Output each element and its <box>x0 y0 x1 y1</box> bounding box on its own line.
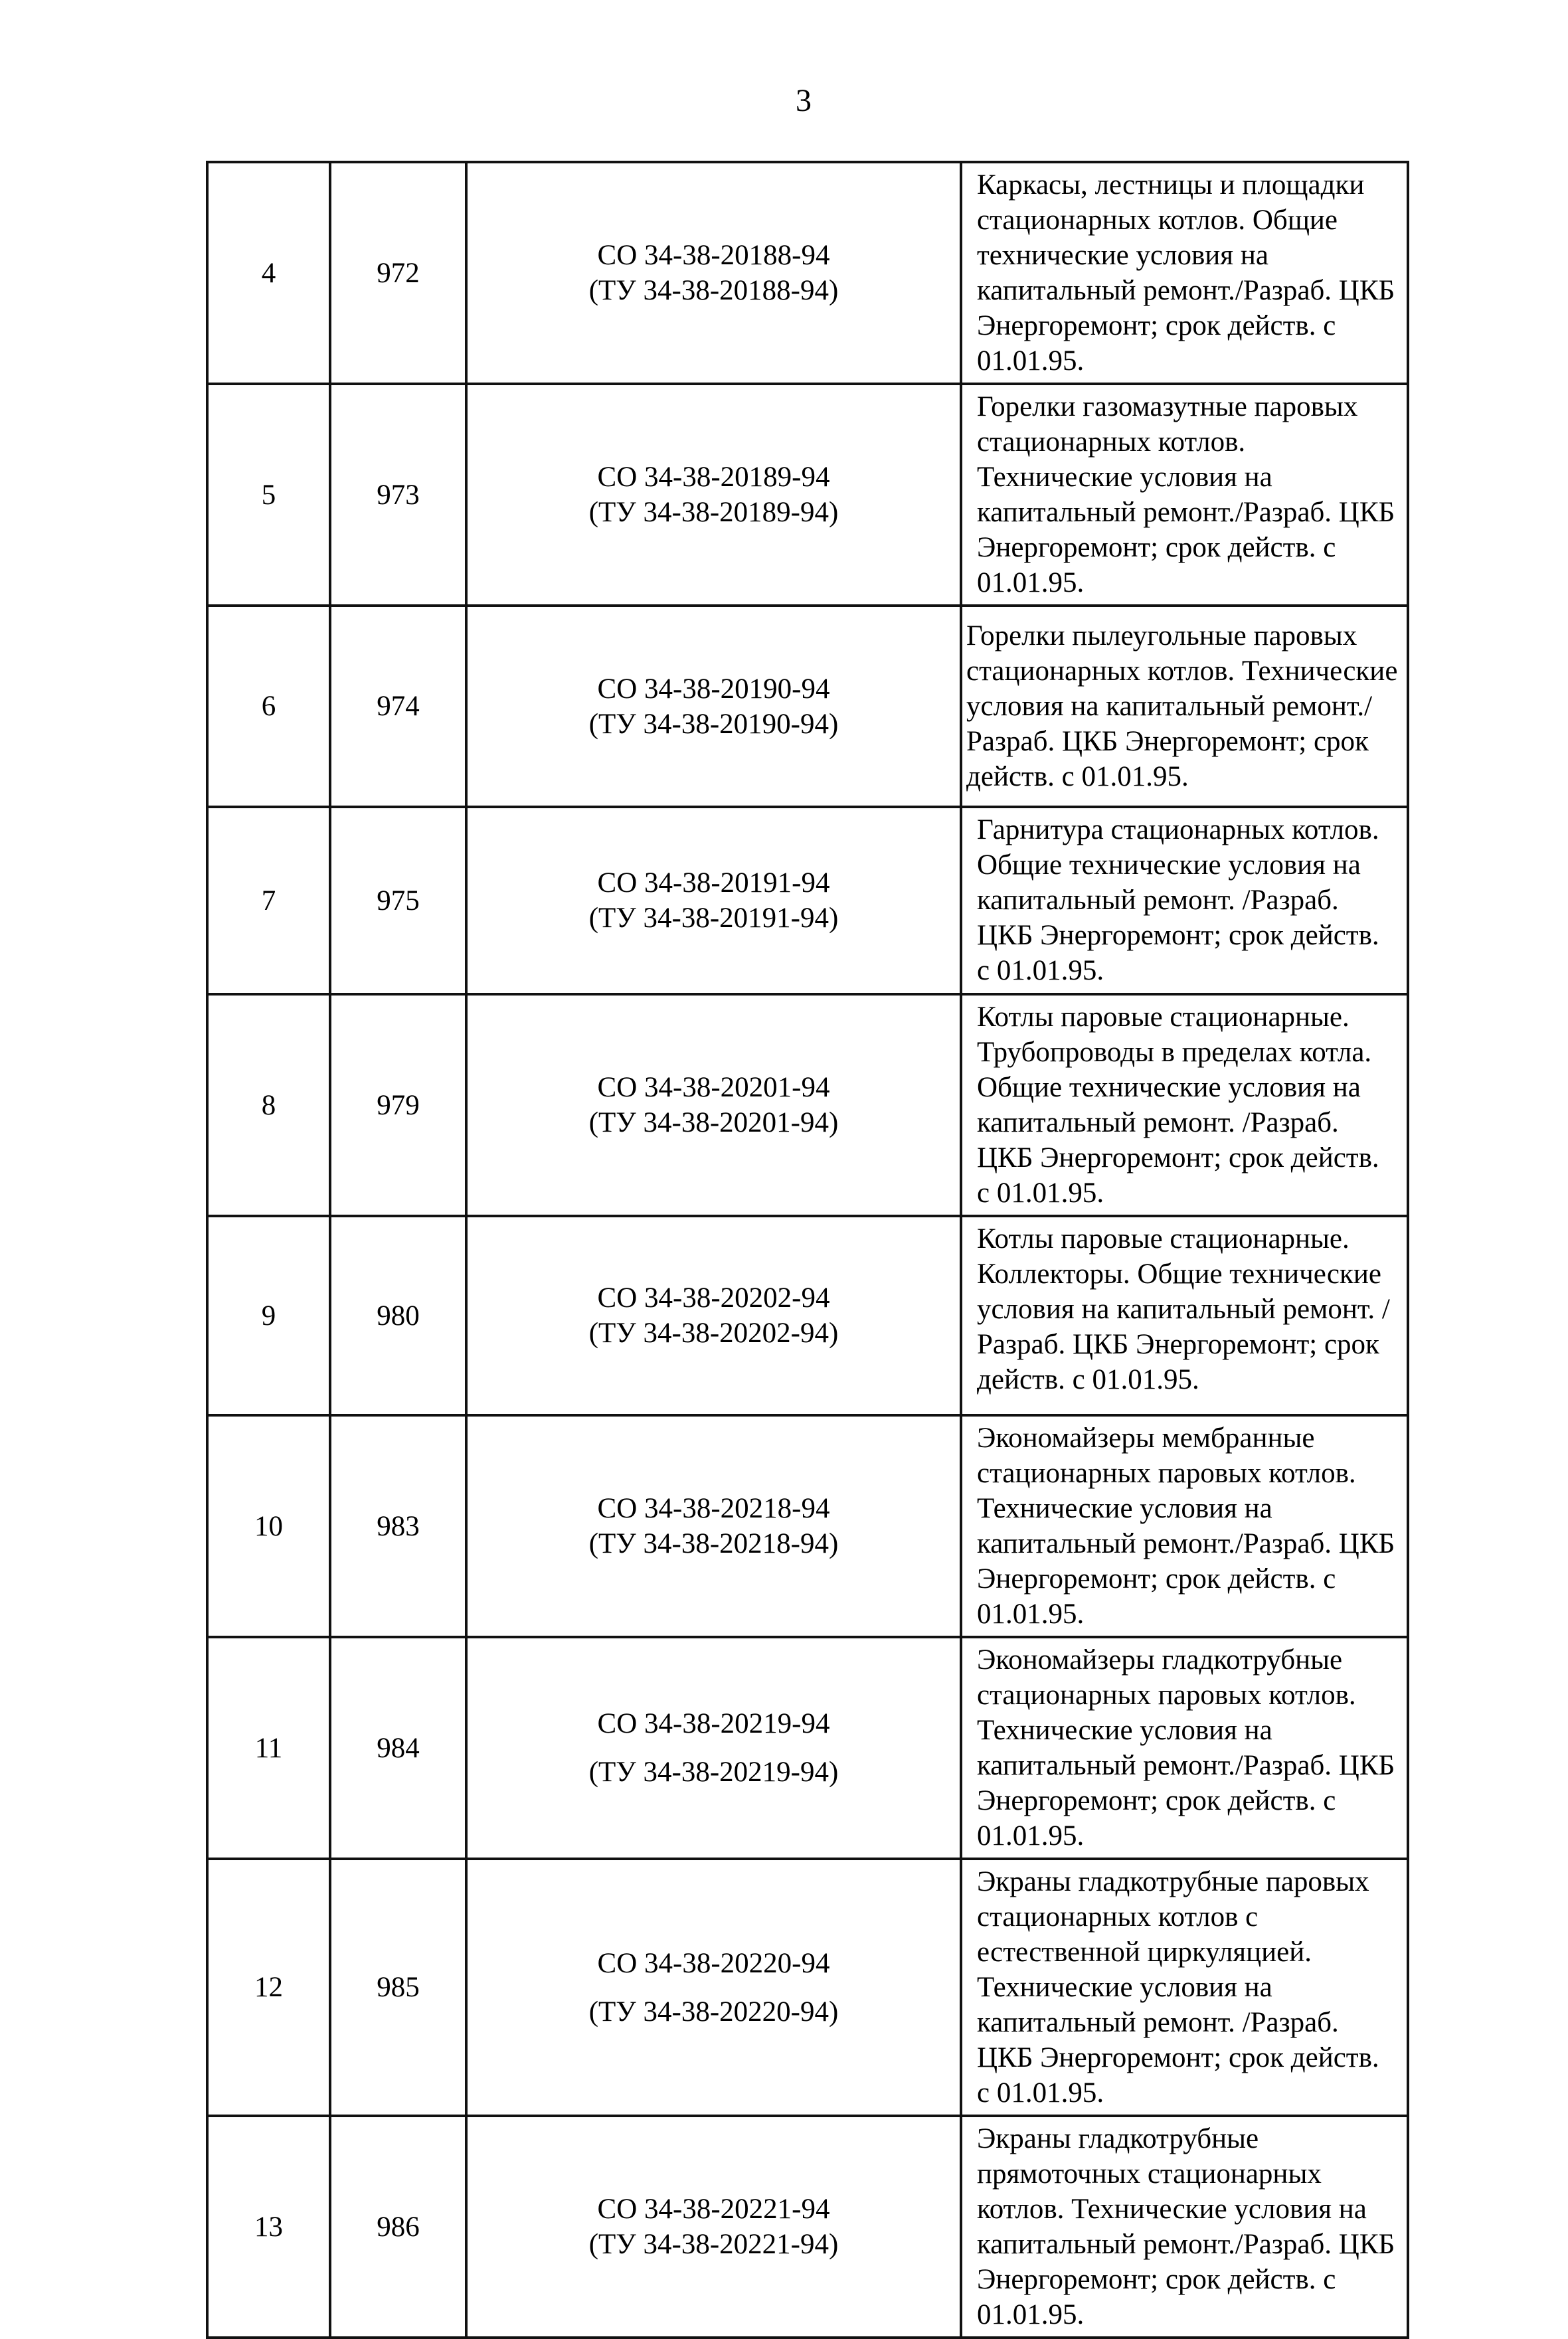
document-description: Горелки пылеугольные паровых стационарных котлов. Технические условия на капитальный ремонт./Разраб. ЦКБ Энергоремонт; срок действ. с 01.01.95. <box>961 606 1408 807</box>
document-description: Горелки газомазутные паровых стационарных котлов. Технические условия на капитальный ремонт./Разраб. ЦКБ Энергоремонт; срок действ. с 01.01.95. <box>961 384 1408 606</box>
row-number: 5 <box>207 384 330 606</box>
document-description: Экономайзеры мембранные стационарных паровых котлов. Технические условия на капитальный ремонт./Разраб. ЦКБ Энергоремонт; срок действ. с 01.01.95. <box>961 1415 1408 1637</box>
registry-index: 986 <box>330 2116 466 2338</box>
table-row <box>207 384 1408 606</box>
document-code-cell <box>466 1415 961 1637</box>
document-code: СО 34-38-20190-94 <box>597 673 830 705</box>
document-code: СО 34-38-20221-94 <box>597 2194 830 2225</box>
registry-index: 979 <box>330 994 466 1216</box>
document-code-cell <box>466 384 961 606</box>
tu-code: (ТУ 34-38-20202-94) <box>588 1318 839 1349</box>
tu-code: (ТУ 34-38-20220-94) <box>588 1996 839 2028</box>
document-description: Гарнитура стационарных котлов. Общие технические условия на капитальный ремонт. /Разраб. ЦКБ Энергоремонт; срок действ. с 01.01.95. <box>961 807 1408 994</box>
document-code: СО 34-38-20219-94 <box>597 1708 830 1739</box>
table-row <box>207 2116 1408 2338</box>
row-number: 7 <box>207 807 330 994</box>
document-description: Каркасы, лестницы и площадки стационарных котлов. Общие технические условия на капитальный ремонт./Разраб. ЦКБ Энергоремонт; срок действ. с 01.01.95. <box>961 162 1408 384</box>
document-code: СО 34-38-20202-94 <box>597 1282 830 1314</box>
document-code-cell <box>466 1859 961 2116</box>
document-code-cell <box>466 606 961 807</box>
table-row <box>207 1216 1408 1415</box>
table-row <box>207 1415 1408 1637</box>
table-row <box>207 994 1408 1216</box>
document-code-cell <box>466 2116 961 2338</box>
tu-code: (ТУ 34-38-20190-94) <box>588 708 839 740</box>
tu-code: (ТУ 34-38-20188-94) <box>588 275 839 306</box>
row-number: 10 <box>207 1415 330 1637</box>
standards-table <box>206 161 1409 2339</box>
row-number: 13 <box>207 2116 330 2338</box>
document-description: Экраны гладкотрубные прямоточных стационарных котлов. Технические условия на капитальный ремонт./Разраб. ЦКБ Энергоремонт; срок действ. с 01.01.95. <box>961 2116 1408 2338</box>
registry-index: 984 <box>330 1637 466 1859</box>
document-description: Котлы паровые стационарные. Коллекторы. Общие технические условия на капитальный ремонт. /Разраб. ЦКБ Энергоремонт; срок действ. с 01.01.95. <box>961 1216 1408 1415</box>
row-number: 8 <box>207 994 330 1216</box>
table-row <box>207 1859 1408 2116</box>
registry-index: 983 <box>330 1415 466 1637</box>
document-code-cell <box>466 807 961 994</box>
document-code: СО 34-38-20220-94 <box>597 1947 830 1979</box>
row-number: 4 <box>207 162 330 384</box>
registry-index: 980 <box>330 1216 466 1415</box>
tu-code: (ТУ 34-38-20189-94) <box>588 497 839 528</box>
table-row <box>207 606 1408 807</box>
tu-code: (ТУ 34-38-20219-94) <box>588 1757 839 1788</box>
registry-index: 985 <box>330 1859 466 2116</box>
page-number: 3 <box>796 83 812 118</box>
tu-code: (ТУ 34-38-20191-94) <box>588 903 839 934</box>
document-code: СО 34-38-20191-94 <box>597 867 830 899</box>
document-code-cell <box>466 994 961 1216</box>
row-number: 12 <box>207 1859 330 2116</box>
document-code: СО 34-38-20218-94 <box>597 1493 830 1524</box>
document-code-cell <box>466 1216 961 1415</box>
document-description: Котлы паровые стационарные. Трубопроводы в пределах котла. Общие технические условия на капитальный ремонт. /Разраб. ЦКБ Энергоремонт; срок действ. с 01.01.95. <box>961 994 1408 1216</box>
table-row <box>207 807 1408 994</box>
registry-index: 972 <box>330 162 466 384</box>
document-code: СО 34-38-20201-94 <box>597 1072 830 1103</box>
row-number: 11 <box>207 1637 330 1859</box>
tu-code: (ТУ 34-38-20201-94) <box>588 1107 839 1138</box>
row-number: 6 <box>207 606 330 807</box>
registry-index: 975 <box>330 807 466 994</box>
document-code-cell <box>466 162 961 384</box>
registry-index: 974 <box>330 606 466 807</box>
row-number: 9 <box>207 1216 330 1415</box>
table-row <box>207 1637 1408 1859</box>
tu-code: (ТУ 34-38-20218-94) <box>588 1528 839 1559</box>
table-row <box>207 162 1408 384</box>
document-description: Экономайзеры гладкотрубные стационарных паровых котлов. Технические условия на капитальный ремонт./Разраб. ЦКБ Энергоремонт; срок действ. с 01.01.95. <box>961 1637 1408 1859</box>
registry-index: 973 <box>330 384 466 606</box>
document-code-cell <box>466 1637 961 1859</box>
tu-code: (ТУ 34-38-20221-94) <box>588 2229 839 2260</box>
document-code: СО 34-38-20189-94 <box>597 462 830 493</box>
document-code: СО 34-38-20188-94 <box>597 240 830 271</box>
document-description: Экраны гладкотрубные паровых стационарных котлов с естественной циркуляцией. Технические условия на капитальный ремонт. /Разраб. ЦКБ Энергоремонт; срок действ. с 01.01.95. <box>961 1859 1408 2116</box>
